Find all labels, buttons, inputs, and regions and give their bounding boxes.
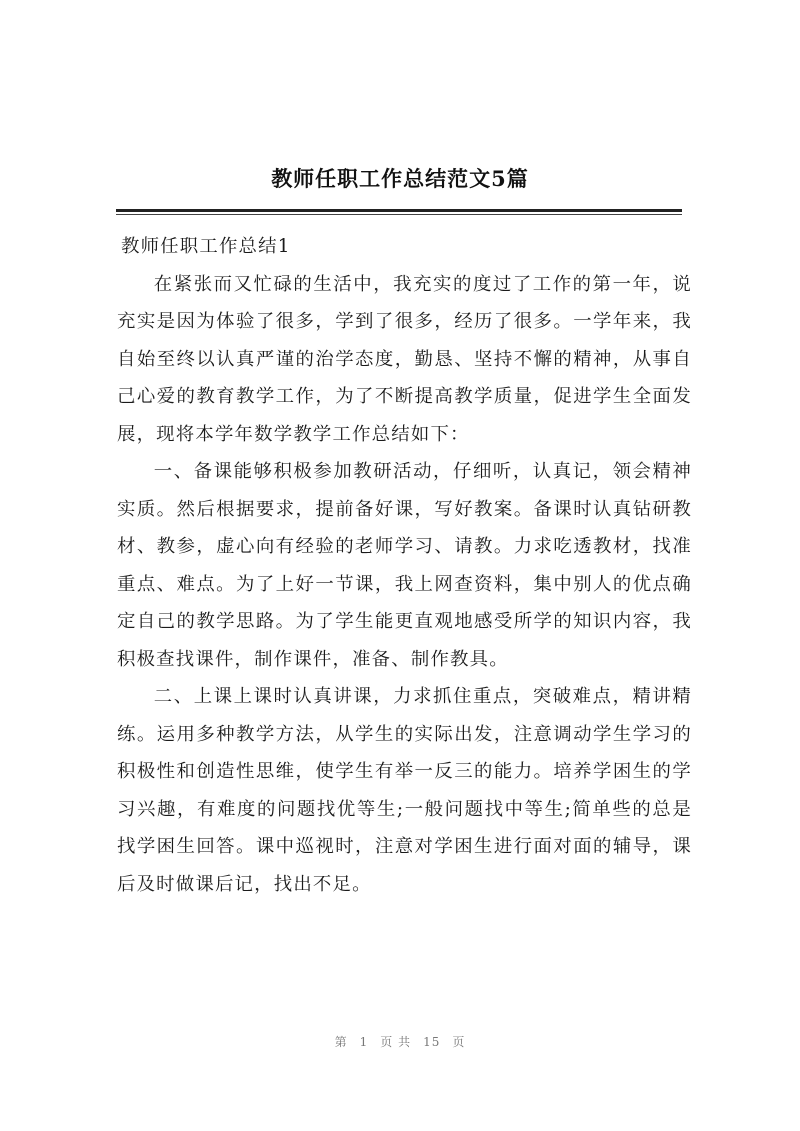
footer-label-end: 页: [452, 1035, 466, 1049]
title-divider-thin: [116, 214, 682, 215]
footer-current-page: 1: [359, 1035, 369, 1049]
page-footer: [0, 1033, 800, 1050]
footer-label-total: 页 共: [380, 1035, 412, 1049]
page-title: 教师任职工作总结范文5篇: [271, 166, 529, 191]
paragraph-teaching: 二、上课上课时认真讲课，力求抓住重点，突破难点，精讲精练。运用多种教学方法，从学生的实际出发，注意调动学生学习的积极性和创造性思维，使学生有举一反三的能力。培养学困生的学习兴趣，有难度的问题找优等生;一般问题找中等生;简单些的总是找学困生回答。课中巡视时，注意对学困生进行面对面的辅导，课后及时做课后记，找出不足。: [117, 686, 692, 895]
footer-label-page: 第: [334, 1035, 348, 1049]
footer-total-pages: 15: [423, 1035, 441, 1049]
paragraph-lesson-prep: 一、备课能够积极参加教研活动，仔细听，认真记，领会精神实质。然后根据要求，提前备好课，写好教案。备课时认真钻研教材、教参，虚心向有经验的老师学习、请教。力求吃透教材，找准重点、难点。为了上好一节课，我上网查资料，集中别人的优点确定自己的教学思路。为了学生能更直观地感受所学的知识内容，我积极查找课件，制作课件，准备、制作教具。: [117, 461, 692, 670]
section-heading: 教师任职工作总结1: [121, 236, 291, 257]
title-divider: [116, 209, 682, 212]
paragraph-intro: 在紧张而又忙碌的生活中，我充实的度过了工作的第一年，说充实是因为体验了很多，学到了很多，经历了很多。一学年来，我自始至终以认真严谨的治学态度，勤恳、坚持不懈的精神，从事自己心爱的教育教学工作，为了不断提高教学质量，促进学生全面发展，现将本学年数学教学工作总结如下：: [117, 273, 692, 445]
document-body: [117, 228, 692, 903]
